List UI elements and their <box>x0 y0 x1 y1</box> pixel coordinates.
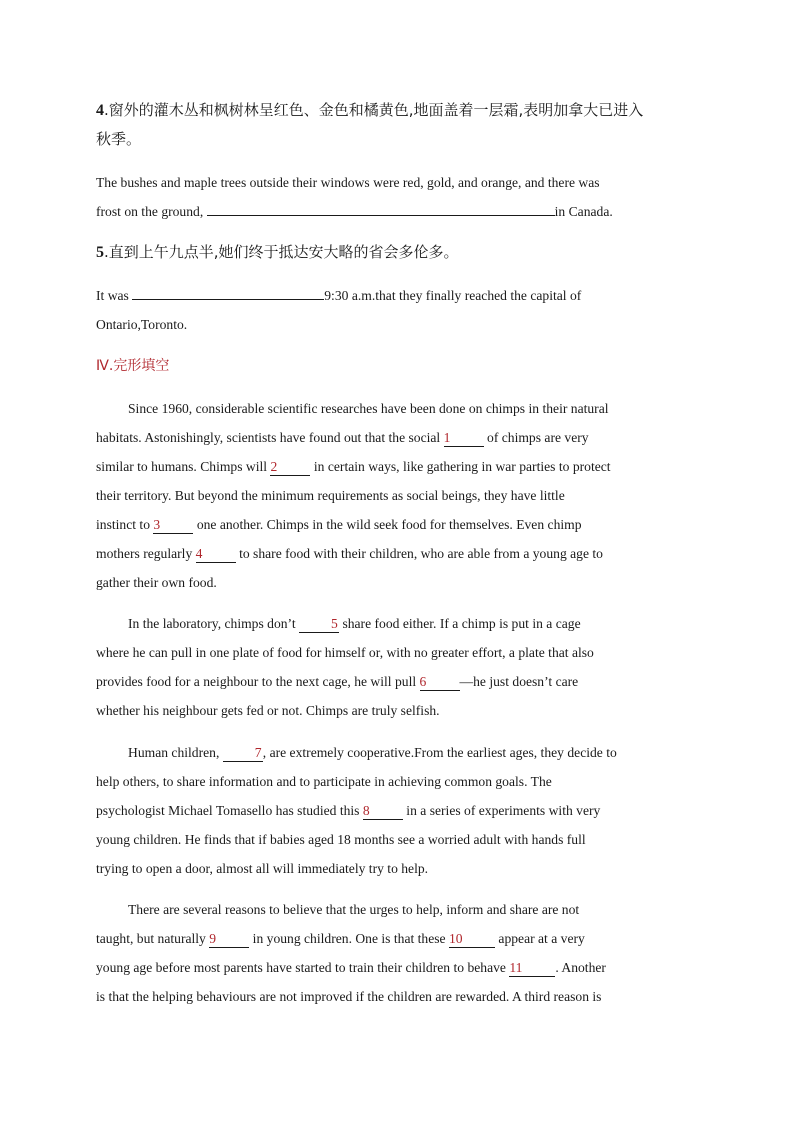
cloze-line: habitats. Astonishingly, scientists have found out that the social 1 of chimps are very <box>96 430 589 445</box>
q5-english-line-1: It was 9:30 a.m.that they finally reached the capital of <box>96 281 700 310</box>
q4-answer-blank[interactable] <box>207 201 555 216</box>
cloze-line: whether his neighbour gets fed or not. Chimps are truly selfish. <box>96 703 440 718</box>
question-4 <box>96 96 700 154</box>
cloze-line: mothers regularly 4 to share food with their children, who are able from a young age to <box>96 546 603 561</box>
cloze-line: is that the helping behaviours are not improved if the children are rewarded. A third reason is <box>96 989 602 1004</box>
cloze-blank-7[interactable]: 7 <box>223 745 263 762</box>
cloze-blank-3[interactable]: 3 <box>153 517 193 534</box>
cloze-line: their territory. But beyond the minimum requirements as social beings, they have little <box>96 488 565 503</box>
cloze-line: where he can pull in one plate of food for himself or, with no greater effort, a plate that also <box>96 645 594 660</box>
cloze-blank-6[interactable]: 6 <box>420 674 460 691</box>
q5-english <box>96 281 700 339</box>
q5-chinese-line-1: 5.直到上午九点半,她们终于抵达安大略的省会多伦多。 <box>96 243 459 261</box>
cloze-paragraph-2 <box>96 609 700 725</box>
cloze-line: similar to humans. Chimps will 2 in certain ways, like gathering in war parties to protect <box>96 459 611 474</box>
cloze-line: In the laboratory, chimps don’t 5 share food either. If a chimp is put in a cage <box>128 616 581 631</box>
cloze-line: taught, but naturally 9 in young children. One is that these 10 appear at a very <box>96 931 585 946</box>
cloze-blank-5[interactable]: 5 <box>299 616 339 633</box>
cloze-line: Human children, 7, are extremely cooperative.From the earliest ages, they decide to <box>128 745 617 760</box>
cloze-line: psychologist Michael Tomasello has studied this 8 in a series of experiments with very <box>96 803 601 818</box>
cloze-line: young age before most parents have started to train their children to behave 11 . Another <box>96 960 606 975</box>
cloze-line: There are several reasons to believe that the urges to help, inform and share are not <box>128 902 580 917</box>
cloze-line: Since 1960, considerable scientific researches have been done on chimps in their natural <box>128 401 609 416</box>
q4-english <box>96 168 700 226</box>
cloze-paragraph-3 <box>96 738 700 883</box>
q4-english-line-1: The bushes and maple trees outside their windows were red, gold, and orange, and there was <box>96 175 600 190</box>
section-title: Ⅳ.完形填空 <box>96 358 170 374</box>
cloze-paragraph-1 <box>96 394 700 597</box>
cloze-line: provides food for a neighbour to the next cage, he will pull 6 —he just doesn’t care <box>96 674 579 689</box>
q4-chinese-line-1: 4.窗外的灌木丛和枫树林呈红色、金色和橘黄色,地面盖着一层霜,表明加拿大已进入 <box>96 101 644 119</box>
cloze-line: trying to open a door, almost all will immediately try to help. <box>96 861 429 876</box>
q5-english-line-2: Ontario,Toronto. <box>96 317 188 332</box>
question-5 <box>96 238 700 267</box>
cloze-blank-11[interactable]: 11 <box>509 960 555 977</box>
cloze-blank-4[interactable]: 4 <box>196 546 236 563</box>
cloze-line: help others, to share information and to participate in achieving common goals. The <box>96 774 552 789</box>
cloze-blank-8[interactable]: 8 <box>363 803 403 820</box>
q4-english-line-2: frost on the ground, in Canada. <box>96 197 700 226</box>
cloze-paragraph-4 <box>96 895 700 1011</box>
cloze-blank-10[interactable]: 10 <box>449 931 495 948</box>
cloze-line: instinct to 3 one another. Chimps in the wild seek food for themselves. Even chimp <box>96 517 582 532</box>
q5-answer-blank[interactable] <box>132 285 324 300</box>
cloze-blank-9[interactable]: 9 <box>209 931 249 948</box>
cloze-line: young children. He finds that if babies aged 18 months see a worried adult with hands full <box>96 832 586 847</box>
q4-chinese-line-2: 秋季。 <box>96 130 142 148</box>
cloze-blank-2[interactable]: 2 <box>270 459 310 476</box>
cloze-blank-1[interactable]: 1 <box>444 430 484 447</box>
cloze-line: gather their own food. <box>96 575 217 590</box>
